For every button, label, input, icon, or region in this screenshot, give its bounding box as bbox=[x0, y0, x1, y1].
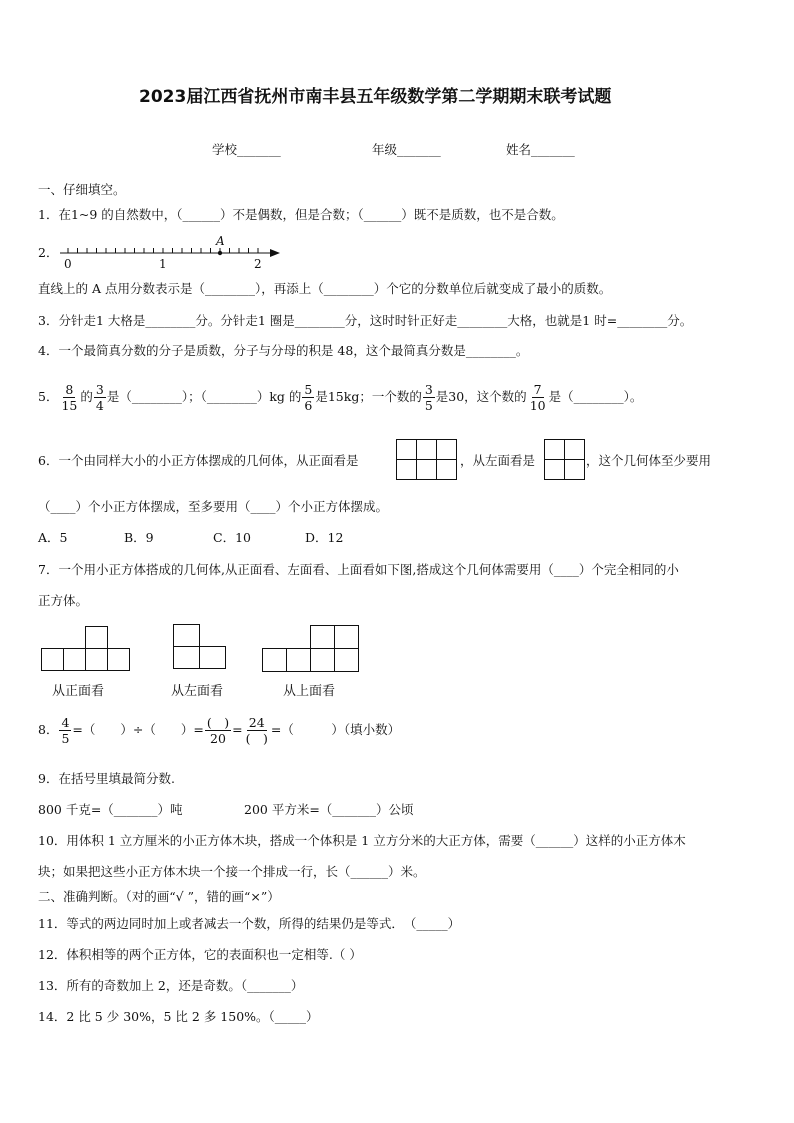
question-6-text-d: （____）个小正方体摆成，至多要用（____）个小正方体摆成。 bbox=[38, 499, 389, 514]
fraction-4-5: $\frac{4}{5}$ bbox=[61, 715, 70, 746]
question-10-line-1: 10．用体积 1 立方厘米的小正方体木块，搭成一个体积是 1 立方分米的大正方体，需要（______）这样的小正方体木 bbox=[38, 833, 686, 848]
tick-label-2: 2 bbox=[254, 257, 262, 271]
question-9-b: 200 平方米=（_______）公顷 bbox=[244, 802, 414, 817]
question-5-number: 5． bbox=[38, 389, 59, 404]
fraction-3-4: $\frac{3}{4}$ bbox=[95, 382, 104, 413]
q6-left-view bbox=[544, 439, 586, 481]
page-title: 2023届江西省抚州市南丰县五年级数学第二学期期末联考试题 bbox=[139, 87, 612, 107]
name-field: 姓名_______ bbox=[506, 142, 575, 157]
question-5: 5． $\frac{8}{15}$ 的 $\frac{3}{4}$ 是（________）；（________）kg 的 $\frac{5}{6}$ 是15kg；一个数的 $\frac{3}{5}$ 是30，这个数的 $\frac{7}{10}$ 是（________）。 bbox=[38, 382, 643, 413]
question-2-number: 2． bbox=[38, 245, 59, 260]
question-10-line-2: 块；如果把这些小正方体木块一个接一个排成一行，长（______）米。 bbox=[38, 864, 426, 879]
question-6-text-c: ，这个几何体至少要用 bbox=[586, 453, 712, 468]
option-a: A．5 bbox=[38, 530, 68, 545]
question-8-number: 8． bbox=[38, 722, 59, 737]
question-9: 9．在括号里填最简分数. bbox=[38, 771, 175, 786]
option-d: D．12 bbox=[305, 530, 344, 545]
question-6-text-a: 6．一个由同样大小的小正方体摆成的几何体，从正面看是 bbox=[38, 453, 359, 468]
question-3: 3．分针走1 大格是________分。分针走1 圈是________分，这时时针正好走________大格，也就是1 时=________分。 bbox=[38, 313, 693, 328]
question-11: 11．等式的两边同时加上或者减去一个数，所得的结果仍是等式． （_____） bbox=[38, 916, 461, 931]
fraction-3-5: $\frac{3}{5}$ bbox=[424, 382, 433, 413]
grade-field: 年级_______ bbox=[372, 142, 441, 157]
caption-front-view: 从正面看 bbox=[52, 684, 105, 699]
fraction-24-blank: $\frac{24}{( )}$ bbox=[245, 715, 268, 746]
section-2-heading: 二、准确判断。（对的画“√ ”，错的画“×”） bbox=[38, 889, 280, 904]
q6-front-view bbox=[396, 439, 458, 481]
question-7-line-2: 正方体。 bbox=[38, 593, 89, 608]
caption-top-view: 从上面看 bbox=[283, 684, 336, 699]
school-field: 学校_______ bbox=[212, 142, 281, 157]
point-a-label: A bbox=[216, 234, 225, 248]
caption-left-view: 从左面看 bbox=[171, 684, 224, 699]
tick-label-1: 1 bbox=[159, 257, 167, 271]
fraction-5-6: $\frac{5}{6}$ bbox=[304, 382, 313, 413]
question-8: 8． $\frac{4}{5}$ =（ ）÷（ ）= $\frac{( )}{20}$ = $\frac{24}{( )}$ =（ ）（填小数） bbox=[38, 715, 401, 746]
question-7-line-1: 7．一个用小正方体搭成的几何体,从正面看、左面看、上面看如下图,搭成这个几何体需要用（____）个完全相同的小 bbox=[38, 562, 679, 577]
fraction-8-15: $\frac{8}{15}$ bbox=[61, 382, 78, 413]
option-c: C．10 bbox=[213, 530, 251, 545]
question-4: 4．一个最简真分数的分子是质数，分子与分母的积是 48，这个最简真分数是________。 bbox=[38, 343, 529, 358]
tick-label-0: 0 bbox=[64, 257, 72, 271]
question-9-a: 800 千克=（_______）吨 bbox=[38, 802, 183, 817]
question-14: 14．2 比 5 少 30%，5 比 2 多 150%。（_____） bbox=[38, 1009, 319, 1024]
option-b: B．9 bbox=[124, 530, 154, 545]
question-13: 13．所有的奇数加上 2，还是奇数。（_______） bbox=[38, 978, 304, 993]
fraction-blank-20: $\frac{( )}{20}$ bbox=[206, 715, 230, 746]
question-6-text-b: ，从左面看是 bbox=[460, 453, 536, 468]
point-a bbox=[218, 251, 222, 255]
q7-top-view bbox=[262, 624, 364, 673]
fraction-7-10: $\frac{7}{10}$ bbox=[529, 382, 546, 413]
q7-front-view bbox=[41, 625, 133, 672]
number-line bbox=[58, 232, 288, 272]
question-2-text: 直线上的 A 点用分数表示是（________），再添上（________）个它的分数单位后就变成了最小的质数。 bbox=[38, 281, 612, 296]
question-1: 1．在1~9 的自然数中，（______）不是偶数，但是合数；（______）既不是质数，也不是合数。 bbox=[38, 207, 564, 222]
section-1-heading: 一、仔细填空。 bbox=[38, 182, 126, 197]
question-12: 12．体积相等的两个正方体，它的表面积也一定相等.（ ） bbox=[38, 947, 362, 962]
q7-left-view bbox=[173, 624, 229, 671]
